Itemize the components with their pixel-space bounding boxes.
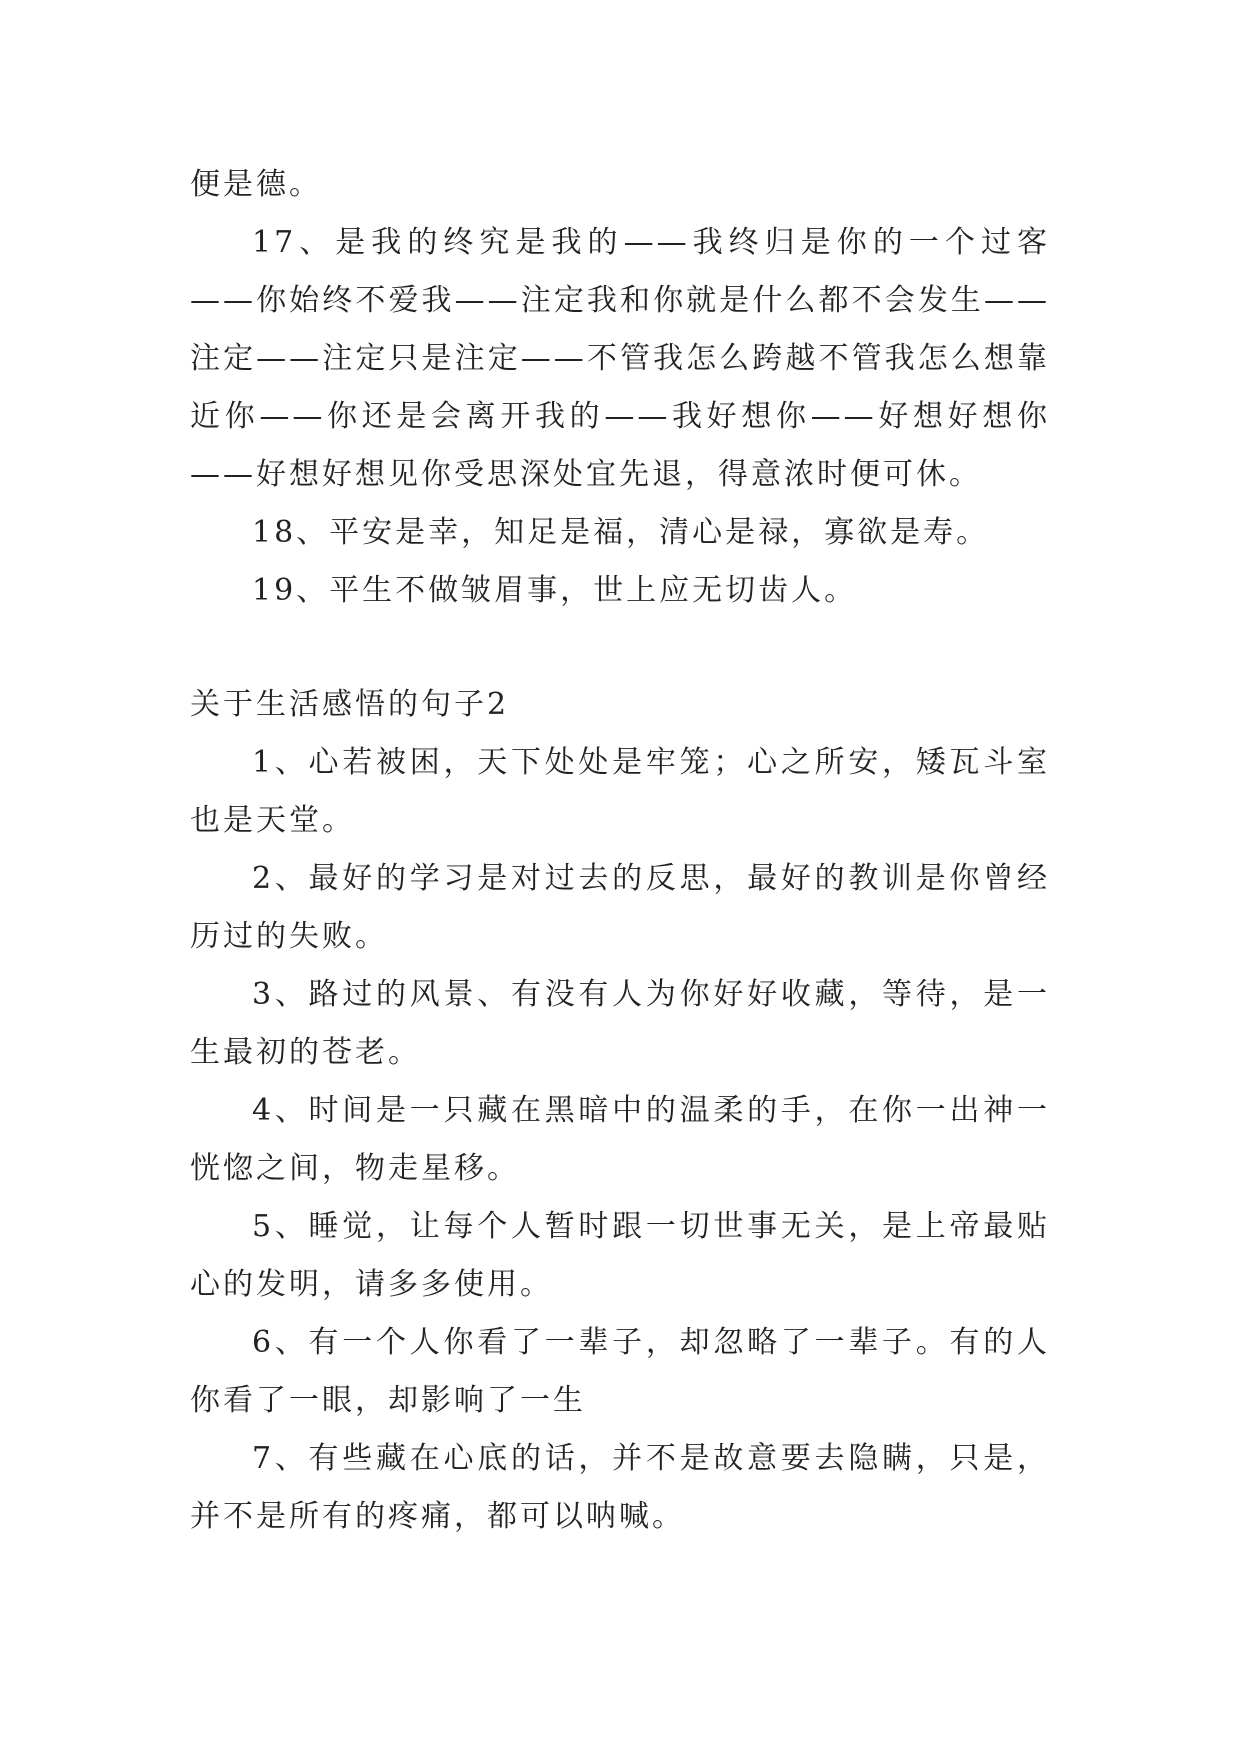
list-item-2: 2、最好的学习是对过去的反思，最好的教训是你曾经历过的失败。: [190, 861, 1050, 954]
list-item-1: 1、心若被困，天下处处是牢笼；心之所安，矮瓦斗室也是天堂。: [190, 745, 1050, 838]
list-item-17: 17、是我的终究是我的——我终归是你的一个过客——你始终不爱我——注定我和你就是什么都不会发生——注定——注定只是注定——不管我怎么跨越不管我怎么想靠近你——你还是会离开我的——我好想你——好想好想你——好想好想见你受思深处宜先退，得意浓时便可休。: [190, 225, 1050, 492]
list-item-7: 7、有些藏在心底的话，并不是故意要去隐瞒，只是，并不是所有的疼痛，都可以呐喊。: [190, 1441, 1050, 1534]
section-heading: 关于生活感悟的句子2: [190, 687, 510, 722]
list-item-4: 4、时间是一只藏在黑暗中的温柔的手，在你一出神一恍惚之间，物走星移。: [190, 1093, 1050, 1186]
list-item-5: 5、睡觉，让每个人暂时跟一切世事无关，是上帝最贴心的发明，请多多使用。: [190, 1209, 1050, 1302]
list-item-3: 3、路过的风景、有没有人为你好好收藏，等待，是一生最初的苍老。: [190, 977, 1050, 1070]
document-body: [190, 156, 1050, 1546]
continued-paragraph: 便是德。: [190, 167, 322, 202]
list-item-18: 18、平安是幸，知足是福，清心是禄，寡欲是寿。: [252, 515, 990, 550]
list-item-6: 6、有一个人你看了一辈子，却忽略了一辈子。有的人你看了一眼，却影响了一生: [190, 1325, 1050, 1418]
list-item-19: 19、平生不做皱眉事，世上应无切齿人。: [252, 573, 858, 608]
